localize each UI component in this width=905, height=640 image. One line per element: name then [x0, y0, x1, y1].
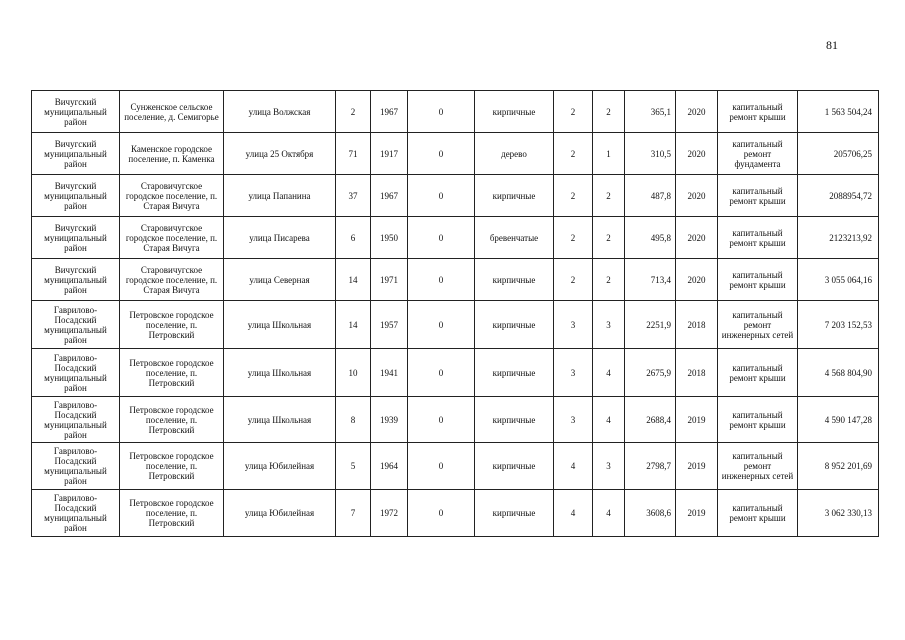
floors-cell: 2 — [554, 175, 593, 217]
table-row — [32, 349, 879, 397]
plan-year-cell: 2020 — [676, 217, 718, 259]
wall-material-cell: кирпичные — [475, 490, 554, 537]
district-cell: Гаврилово-Посадский муниципальный район — [32, 349, 120, 397]
area-cell: 713,4 — [625, 259, 676, 301]
entrances-cell: 2 — [593, 259, 625, 301]
entrances-cell: 1 — [593, 133, 625, 175]
table-row — [32, 175, 879, 217]
build-year-cell: 1971 — [371, 259, 408, 301]
build-year-cell: 1967 — [371, 175, 408, 217]
street-cell: улица 25 Октября — [224, 133, 336, 175]
cost-cell: 2123213,92 — [798, 217, 879, 259]
floors-cell: 3 — [554, 397, 593, 443]
table-row — [32, 133, 879, 175]
floors-cell: 3 — [554, 301, 593, 349]
wall-material-cell: кирпичные — [475, 259, 554, 301]
zero-cell: 0 — [408, 443, 475, 490]
build-year-cell: 1941 — [371, 349, 408, 397]
build-year-cell: 1939 — [371, 397, 408, 443]
street-cell: улица Писарева — [224, 217, 336, 259]
entrances-cell: 4 — [593, 490, 625, 537]
wall-material-cell: кирпичные — [475, 349, 554, 397]
house-number-cell: 10 — [336, 349, 371, 397]
settlement-cell: Петровское городское поселение, п. Петровский — [120, 490, 224, 537]
entrances-cell: 2 — [593, 91, 625, 133]
table-row — [32, 301, 879, 349]
table-row — [32, 259, 879, 301]
floors-cell: 2 — [554, 133, 593, 175]
house-number-cell: 14 — [336, 301, 371, 349]
work-type-cell: капитальный ремонт крыши — [718, 91, 798, 133]
wall-material-cell: дерево — [475, 133, 554, 175]
area-cell: 495,8 — [625, 217, 676, 259]
street-cell: улица Школьная — [224, 301, 336, 349]
district-cell: Гаврилово-Посадский муниципальный район — [32, 443, 120, 490]
work-type-cell: капитальный ремонт фундамента — [718, 133, 798, 175]
entrances-cell: 2 — [593, 175, 625, 217]
area-cell: 2688,4 — [625, 397, 676, 443]
district-cell: Вичугский муниципальный район — [32, 259, 120, 301]
wall-material-cell: бревенчатые — [475, 217, 554, 259]
wall-material-cell: кирпичные — [475, 443, 554, 490]
zero-cell: 0 — [408, 217, 475, 259]
district-cell: Вичугский муниципальный район — [32, 91, 120, 133]
house-number-cell: 71 — [336, 133, 371, 175]
street-cell: улица Школьная — [224, 397, 336, 443]
zero-cell: 0 — [408, 301, 475, 349]
build-year-cell: 1964 — [371, 443, 408, 490]
street-cell: улица Юбилейная — [224, 490, 336, 537]
table-row — [32, 490, 879, 537]
cost-cell: 205706,25 — [798, 133, 879, 175]
street-cell: улица Северная — [224, 259, 336, 301]
entrances-cell: 3 — [593, 301, 625, 349]
area-cell: 487,8 — [625, 175, 676, 217]
housing-registry-table — [31, 90, 879, 537]
work-type-cell: капитальный ремонт крыши — [718, 217, 798, 259]
house-number-cell: 8 — [336, 397, 371, 443]
table-body — [32, 91, 879, 537]
cost-cell: 4 590 147,28 — [798, 397, 879, 443]
settlement-cell: Сунженское сельское поселение, д. Семигорье — [120, 91, 224, 133]
zero-cell: 0 — [408, 133, 475, 175]
house-number-cell: 5 — [336, 443, 371, 490]
entrances-cell: 4 — [593, 349, 625, 397]
house-number-cell: 37 — [336, 175, 371, 217]
street-cell: улица Юбилейная — [224, 443, 336, 490]
house-number-cell: 2 — [336, 91, 371, 133]
zero-cell: 0 — [408, 349, 475, 397]
street-cell: улица Школьная — [224, 349, 336, 397]
build-year-cell: 1917 — [371, 133, 408, 175]
entrances-cell: 2 — [593, 217, 625, 259]
cost-cell: 7 203 152,53 — [798, 301, 879, 349]
build-year-cell: 1972 — [371, 490, 408, 537]
work-type-cell: капитальный ремонт инженерных сетей — [718, 301, 798, 349]
floors-cell: 4 — [554, 490, 593, 537]
settlement-cell: Старовичугское городское поселение, п. Старая Вичуга — [120, 175, 224, 217]
area-cell: 2675,9 — [625, 349, 676, 397]
zero-cell: 0 — [408, 175, 475, 217]
wall-material-cell: кирпичные — [475, 301, 554, 349]
work-type-cell: капитальный ремонт крыши — [718, 175, 798, 217]
zero-cell: 0 — [408, 259, 475, 301]
street-cell: улица Папанина — [224, 175, 336, 217]
district-cell: Гаврилово-Посадский муниципальный район — [32, 397, 120, 443]
cost-cell: 8 952 201,69 — [798, 443, 879, 490]
zero-cell: 0 — [408, 490, 475, 537]
table-row — [32, 91, 879, 133]
work-type-cell: капитальный ремонт крыши — [718, 490, 798, 537]
entrances-cell: 3 — [593, 443, 625, 490]
settlement-cell: Старовичугское городское поселение, п. Старая Вичуга — [120, 217, 224, 259]
wall-material-cell: кирпичные — [475, 397, 554, 443]
plan-year-cell: 2019 — [676, 490, 718, 537]
table-row — [32, 217, 879, 259]
plan-year-cell: 2019 — [676, 443, 718, 490]
entrances-cell: 4 — [593, 397, 625, 443]
wall-material-cell: кирпичные — [475, 175, 554, 217]
house-number-cell: 6 — [336, 217, 371, 259]
floors-cell: 2 — [554, 217, 593, 259]
area-cell: 365,1 — [625, 91, 676, 133]
plan-year-cell: 2020 — [676, 259, 718, 301]
table-row — [32, 397, 879, 443]
work-type-cell: капитальный ремонт инженерных сетей — [718, 443, 798, 490]
settlement-cell: Петровское городское поселение, п. Петровский — [120, 349, 224, 397]
district-cell: Гаврилово-Посадский муниципальный район — [32, 490, 120, 537]
house-number-cell: 14 — [336, 259, 371, 301]
work-type-cell: капитальный ремонт крыши — [718, 349, 798, 397]
settlement-cell: Петровское городское поселение, п. Петровский — [120, 301, 224, 349]
cost-cell: 3 062 330,13 — [798, 490, 879, 537]
zero-cell: 0 — [408, 91, 475, 133]
floors-cell: 2 — [554, 91, 593, 133]
floors-cell: 4 — [554, 443, 593, 490]
cost-cell: 2088954,72 — [798, 175, 879, 217]
district-cell: Вичугский муниципальный район — [32, 133, 120, 175]
build-year-cell: 1957 — [371, 301, 408, 349]
area-cell: 3608,6 — [625, 490, 676, 537]
plan-year-cell: 2019 — [676, 397, 718, 443]
settlement-cell: Старовичугское городское поселение, п. Старая Вичуга — [120, 259, 224, 301]
plan-year-cell: 2020 — [676, 91, 718, 133]
district-cell: Вичугский муниципальный район — [32, 175, 120, 217]
plan-year-cell: 2020 — [676, 133, 718, 175]
street-cell: улица Волжская — [224, 91, 336, 133]
house-number-cell: 7 — [336, 490, 371, 537]
build-year-cell: 1967 — [371, 91, 408, 133]
table-row — [32, 443, 879, 490]
area-cell: 2251,9 — [625, 301, 676, 349]
plan-year-cell: 2018 — [676, 301, 718, 349]
floors-cell: 2 — [554, 259, 593, 301]
area-cell: 2798,7 — [625, 443, 676, 490]
cost-cell: 1 563 504,24 — [798, 91, 879, 133]
page-number: 81 — [826, 38, 838, 52]
settlement-cell: Каменское городское поселение, п. Каменка — [120, 133, 224, 175]
zero-cell: 0 — [408, 397, 475, 443]
area-cell: 310,5 — [625, 133, 676, 175]
district-cell: Гаврилово-Посадский муниципальный район — [32, 301, 120, 349]
settlement-cell: Петровское городское поселение, п. Петровский — [120, 443, 224, 490]
floors-cell: 3 — [554, 349, 593, 397]
settlement-cell: Петровское городское поселение, п. Петровский — [120, 397, 224, 443]
build-year-cell: 1950 — [371, 217, 408, 259]
plan-year-cell: 2020 — [676, 175, 718, 217]
work-type-cell: капитальный ремонт крыши — [718, 259, 798, 301]
district-cell: Вичугский муниципальный район — [32, 217, 120, 259]
plan-year-cell: 2018 — [676, 349, 718, 397]
work-type-cell: капитальный ремонт крыши — [718, 397, 798, 443]
cost-cell: 4 568 804,90 — [798, 349, 879, 397]
cost-cell: 3 055 064,16 — [798, 259, 879, 301]
wall-material-cell: кирпичные — [475, 91, 554, 133]
